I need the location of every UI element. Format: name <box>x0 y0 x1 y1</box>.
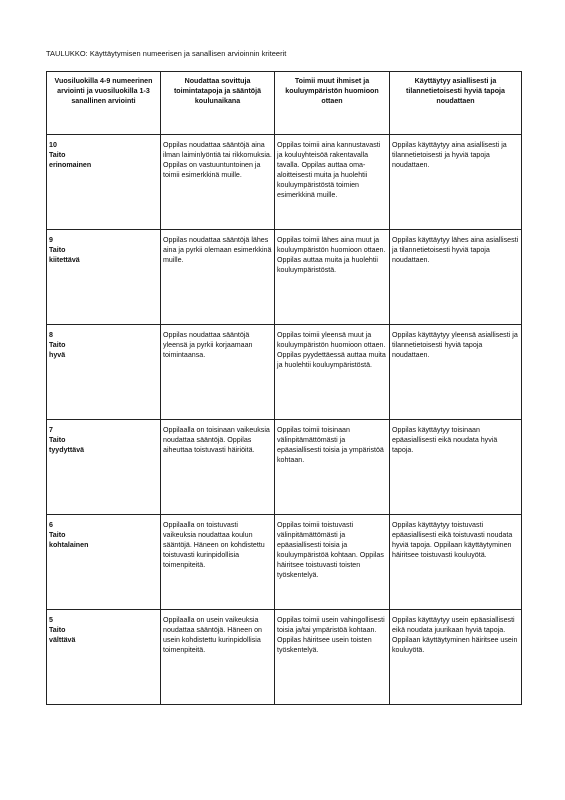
rules-cell: Oppilaalla on toisinaan vaikeuksia noudattaa sääntöjä. Oppilas aiheuttaa toistuvasti häiriöitä. <box>161 420 275 515</box>
grade-number: 7 <box>49 426 53 434</box>
grade-word: Taito <box>49 531 66 539</box>
table-row <box>47 610 522 705</box>
manners-cell: Oppilas käyttäytyy lähes aina asiallisesti ja tilannetietoisesti hyviä tapoja noudattaen. <box>390 230 522 325</box>
grade-label: tyydyttävä <box>49 446 85 454</box>
header-manners: Käyttäytyy asiallisesti ja tilannetietoisesti hyviä tapoja noudattaen <box>390 72 522 135</box>
grade-cell <box>47 230 161 325</box>
table-row <box>47 420 522 515</box>
header-rules: Noudattaa sovittuja toimintatapoja ja sääntöjä koulunaikana <box>161 72 275 135</box>
others-cell: Oppilas toimii lähes aina muut ja kouluympäristön huomioon ottaen. Oppilas auttaa muita ja huolehtii kouluympäristöstä. <box>275 230 390 325</box>
grade-cell <box>47 420 161 515</box>
grade-label: kiitettävä <box>49 256 80 264</box>
manners-cell: Oppilas käyttäytyy aina asiallisesti ja tilannetietoisesti ja hyviä tapoja noudattaen. <box>390 135 522 230</box>
grade-word: Taito <box>49 626 66 634</box>
grade-number: 9 <box>49 236 53 244</box>
others-cell: Oppilas toimii usein vahingollisesti toisia ja/tai ympäristöä kohtaan. Oppilas häiritsee usein toisten työskentelyä. <box>275 610 390 705</box>
grade-number: 10 <box>49 141 57 149</box>
grade-cell <box>47 325 161 420</box>
others-cell: Oppilas toimii toisinaan välinpitämättömästi ja epäasiallisesti toisia ja ympäristöä kohtaan. <box>275 420 390 515</box>
manners-cell: Oppilas käyttäytyy toistuvasti epäasiallisesti eikä toistuvasti noudata hyviä tapoja. Oppilaan käyttäytyminen häiritsee toistuvasti kouluyötä. <box>390 515 522 610</box>
grade-label: erinomainen <box>49 161 92 169</box>
grade-number: 5 <box>49 616 53 624</box>
grade-cell <box>47 610 161 705</box>
rules-cell: Oppilas noudattaa sääntöjä aina ilman laiminlyöntiä tai rikkomuksia. Oppilas on vastuuntuntoinen ja toimii esimerkkinä muille. <box>161 135 275 230</box>
grade-word: Taito <box>49 151 66 159</box>
grade-label: hyvä <box>49 351 66 359</box>
rules-cell: Oppilas noudattaa sääntöjä yleensä ja pyrkii korjaamaan toimintaansa. <box>161 325 275 420</box>
grade-cell <box>47 135 161 230</box>
criteria-table <box>46 71 522 705</box>
document-title: TAULUKKO: Käyttäytymisen numeerisen ja sanallisen arvioinnin kriteerit <box>46 49 287 58</box>
table-row <box>47 515 522 610</box>
grade-word: Taito <box>49 246 66 254</box>
table-row <box>47 325 522 420</box>
grade-label: välttävä <box>49 636 76 644</box>
manners-cell: Oppilas käyttäytyy usein epäasiallisesti eikä noudata juurikaan hyviä tapoja. Oppilaan käyttäytyminen häiritsee usein kouluyötä. <box>390 610 522 705</box>
grade-label: kohtalainen <box>49 541 89 549</box>
header-others: Toimii muut ihmiset ja kouluympäristön huomioon ottaen <box>275 72 390 135</box>
others-cell: Oppilas toimii yleensä muut ja kouluympäristön huomioon ottaen. Oppilas pyydettäessä auttaa muita ja huolehtii kouluympäristöstä. <box>275 325 390 420</box>
grade-word: Taito <box>49 436 66 444</box>
rules-cell: Oppilas noudattaa sääntöjä lähes aina ja pyrkii olemaan esimerkkinä muille. <box>161 230 275 325</box>
grade-word: Taito <box>49 341 66 349</box>
others-cell: Oppilas toimii aina kannustavasti ja kouluyhteisöä rakentavalla tavalla. Oppilas auttaa oma-aloitteisesti muita ja huolehtii kouluympäristöstä toimien esimerkkinä muille. <box>275 135 390 230</box>
rules-cell: Oppilaalla on usein vaikeuksia noudattaa sääntöjä. Häneen on usein kohdistettu kurinpidollisia toimenpiteitä. <box>161 610 275 705</box>
grade-number: 6 <box>49 521 53 529</box>
header-assessment-type: Vuosiluokilla 4-9 numeerinen arviointi ja vuosiluokilla 1-3 sanallinen arviointi <box>47 72 161 135</box>
grade-cell <box>47 515 161 610</box>
manners-cell: Oppilas käyttäytyy toisinaan epäasiallisesti eikä noudata hyviä tapoja. <box>390 420 522 515</box>
rules-cell: Oppilaalla on toistuvasti vaikeuksia noudattaa koulun sääntöjä. Häneen on kohdistettu toistuvasti kurinpidollisia toimenpiteitä. <box>161 515 275 610</box>
manners-cell: Oppilas käyttäytyy yleensä asiallisesti ja tilannetietoisesti hyviä tapoja noudattaen. <box>390 325 522 420</box>
table-row <box>47 135 522 230</box>
table-header-row <box>47 72 522 135</box>
table-row <box>47 230 522 325</box>
others-cell: Oppilas toimii toistuvasti välinpitämättömästi ja epäasiallisesti toisia ja kouluympäristöä kohtaan. Oppilas häiritsee toistuvasti toisten työskentelyä. <box>275 515 390 610</box>
grade-number: 8 <box>49 331 53 339</box>
